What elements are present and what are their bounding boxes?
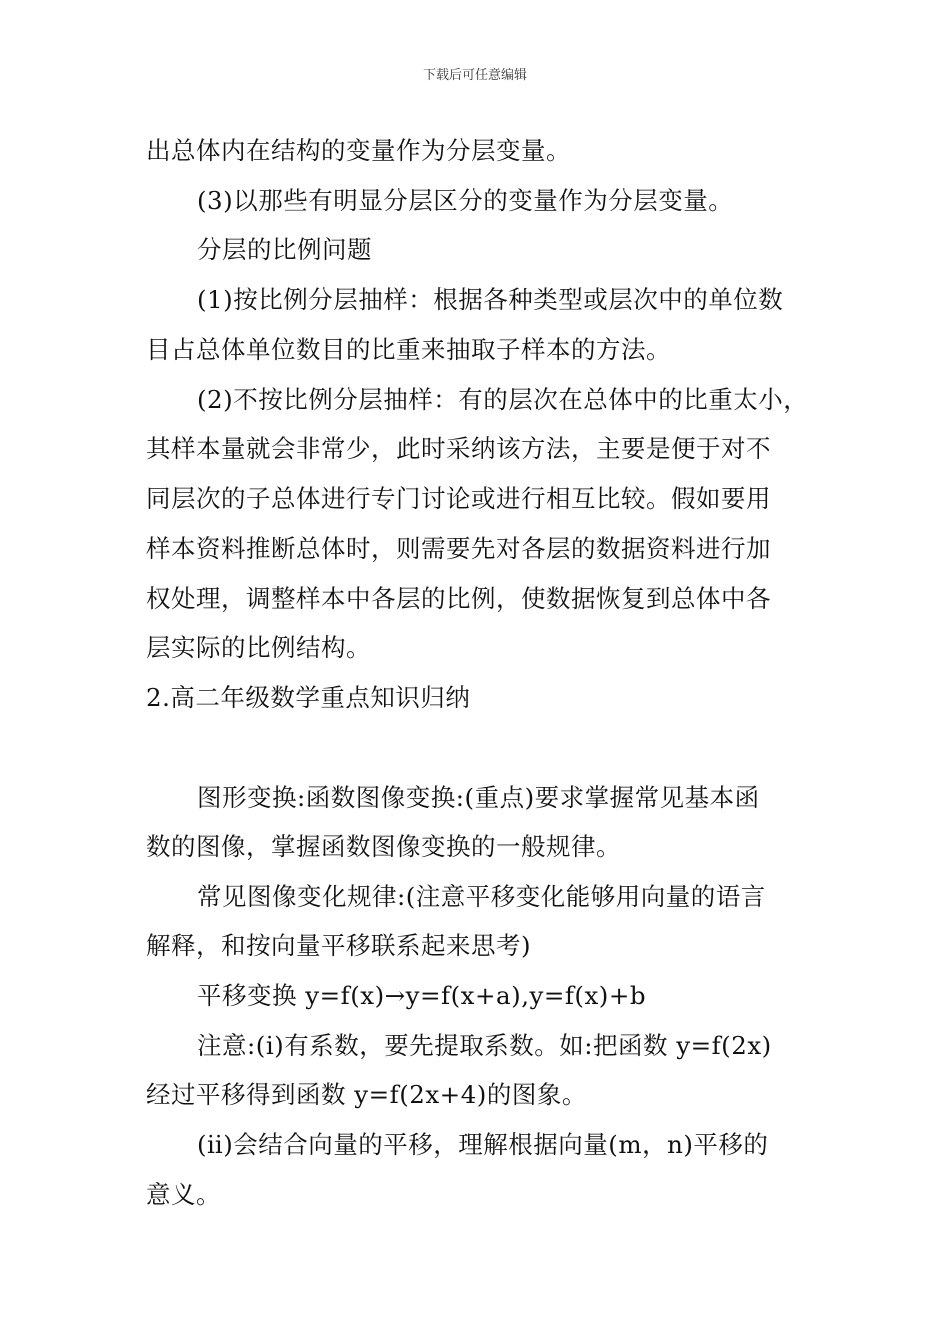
paragraph-line: 经过平移得到函数 y=f(2x+4)的图象。 <box>146 1080 587 1109</box>
paragraph-line: (1)按比例分层抽样：根据各种类型或层次中的单位数 <box>197 285 784 314</box>
paragraph-line: 注意:(ⅰ)有系数，要先提取系数。如:把函数 y=f(2x) <box>197 1031 772 1060</box>
section-heading: 分层的比例问题 <box>197 235 372 264</box>
paragraph-line: 常见图像变化规律:(注意平移变化能够用向量的语言 <box>197 882 766 911</box>
paragraph-line: 样本资料推断总体时，则需要先对各层的数据资料进行加 <box>146 534 771 563</box>
paragraph-line: (3)以那些有明显分层区分的变量作为分层变量。 <box>197 186 734 215</box>
paragraph-line: 权处理，调整样本中各层的比例，使数据恢复到总体中各 <box>146 584 771 613</box>
paragraph-line: 意义。 <box>146 1180 221 1209</box>
paragraph-line: (2)不按比例分层抽样：有的层次在总体中的比重太小， <box>197 385 809 414</box>
paragraph-line: 其样本量就会非常少，此时采纳该方法，主要是便于对不 <box>146 434 771 463</box>
paragraph-line: (ⅱ)会结合向量的平移，理解根据向量(m，n)平移的 <box>197 1130 769 1159</box>
page-header: 下载后可任意编辑 <box>422 68 527 83</box>
paragraph-line: 图形变换:函数图像变换:(重点)要求掌握常见基本函 <box>197 783 760 812</box>
paragraph-line: 目占总体单位数目的比重来抽取子样本的方法。 <box>146 335 671 364</box>
paragraph-line: 出总体内在结构的变量作为分层变量。 <box>146 136 571 165</box>
section-heading: 2.高二年级数学重点知识归纳 <box>146 683 471 712</box>
paragraph-line: 解释，和按向量平移联系起来思考) <box>146 931 532 960</box>
paragraph-line: 同层次的子总体进行专门讨论或进行相互比较。假如要用 <box>146 484 771 513</box>
formula-line: 平移变换 y=f(x)→y=f(x+a),y=f(x)+b <box>197 981 647 1010</box>
paragraph-line: 层实际的比例结构。 <box>146 633 371 662</box>
paragraph-line: 数的图像，掌握函数图像变换的一般规律。 <box>146 832 621 861</box>
